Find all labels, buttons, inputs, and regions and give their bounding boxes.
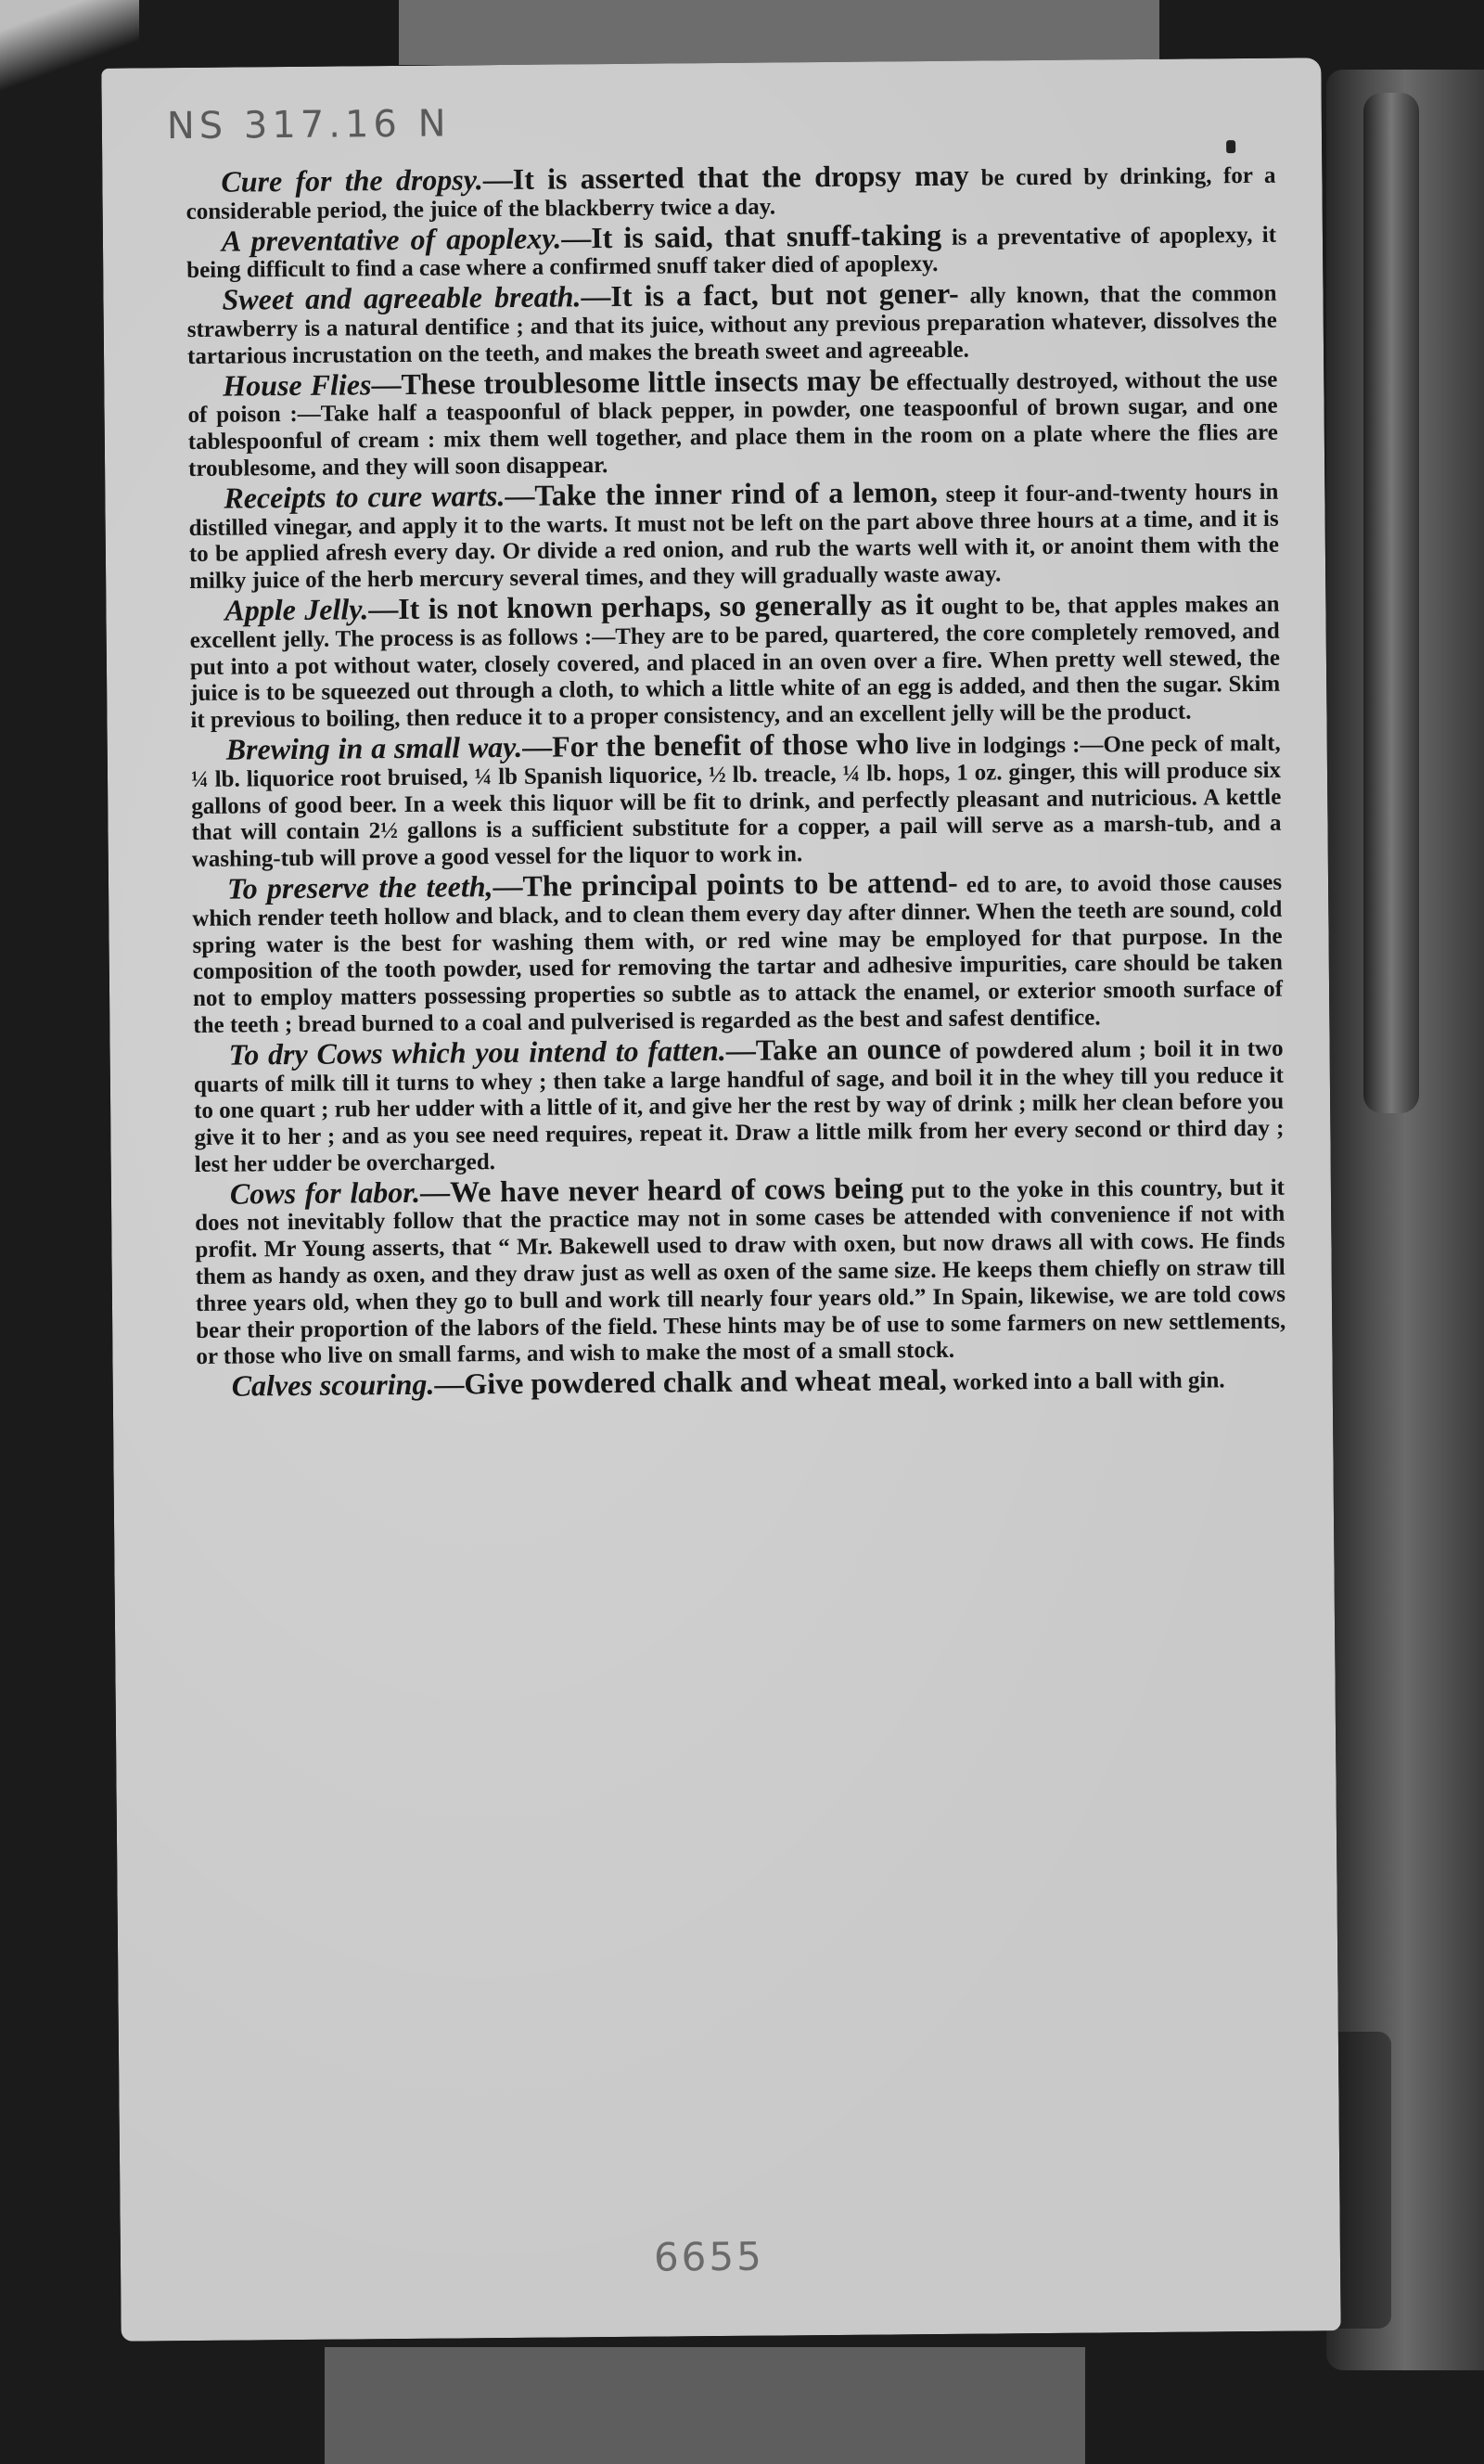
- entry-heading: To dry Cows which you intend to fatten.: [228, 1033, 726, 1072]
- entry-lead: —We have never heard of cows being: [419, 1170, 904, 1209]
- entry-heading: Receipts to cure warts.: [224, 478, 505, 515]
- entry-lead: —Take an ounce: [725, 1031, 941, 1067]
- entry-heading: Brewing in a small way.: [225, 729, 523, 766]
- entry-heading: A preventative of apoplexy.: [221, 221, 562, 258]
- entry-dropsy: [186, 160, 1275, 225]
- entry-text: of powdered alum ; boil it in two quarts of milk till it turns to whey ; then take a large handful of sage, and boil it in the whey till you reduce it to one quart ; rub her udder with a little of it, and give her the rest by way of drink ; milk her clean before you give it to her ; and as you see need requires, repeat it. Draw a little milk from her every second or third day ; lest her udder be overcharged.: [193, 1035, 1285, 1177]
- entry-text: ally known, that the common strawberry is a natural dentifice ; and that its juice, without any previous preparation whatever, dissolves the tartarious incrustation on the teeth, and makes the breath sweet and agreeable.: [186, 280, 1277, 369]
- entry-house-flies: [187, 364, 1278, 481]
- entry-apoplexy: [186, 219, 1276, 284]
- entry-text: is a preventative of apoplexy, it being difficult to find a case where a confirmed snuff taker died of apoplexy.: [186, 222, 1277, 284]
- handwritten-number: 6655: [653, 2233, 765, 2280]
- entry-dry-cows: [194, 1033, 1285, 1177]
- scanner-background-bottom: [325, 2347, 1085, 2464]
- entry-breath: [186, 278, 1277, 370]
- entry-lead: —These troublesome little insects may be: [371, 362, 900, 401]
- entry-lead: —It is asserted that the dropsy may: [482, 158, 969, 197]
- entry-heading: Calves scouring.: [231, 1367, 435, 1403]
- entry-heading: Sweet and agreeable breath.: [222, 279, 582, 316]
- entry-lead: —It is not known perhaps, so generally as it: [368, 586, 934, 626]
- entry-text: effectually destroyed, without the use of poison :—Take half a teaspoonful of black pepper, in powder, one teaspoonful of brown sugar, and one tablespoonful of cream : mix them well together, and place them in the room on a plate where the flies are troublesome, and they will soon disappear.: [187, 366, 1278, 481]
- entry-apple-jelly: [189, 586, 1281, 734]
- entry-text: ed to are, to avoid those causes which render teeth hollow and black, and to clean them every day after dinner. When the teeth are sound, cold spring water is the best for washing them with, or red wine may be employed for that purpose. In the composition of the tooth powder, used for removing the tartar and adhesive impurities, care should be taken not to employ matters possessing properties so subtle as to attack the enamel, or exterior smooth surface of the teeth ; bread burned to a coal and pulverised is regarded as the best and safest dentifice.: [192, 869, 1284, 1038]
- entry-lead: —Take the inner rind of a lemon,: [505, 474, 939, 512]
- entry-text: steep it four-and-twenty hours in distilled vinegar, and apply it to the warts. It must not be left on the part above three hours at a time, and it is to be applied afresh every day. Or divide a red onion, and rub the warts well with it, or anoint them with the milky juice of the herb mercury several times, and they will gradually waste away.: [188, 479, 1279, 595]
- entry-brewing: [191, 728, 1282, 873]
- entry-text: live in lodgings :—One peck of malt, ¼ lb. liquorice root bruised, ¼ lb Spanish liquorice, ½ lb. treacle, ¼ lb. hops, 1 oz. ginger, this will produce six gallons of good beer. In a week this liquor will be fit to drink, and perfectly pleasant and nutricious. A kettle that will contain 2½ gallons is a sufficient substitute for a copper, a pail will serve as a marsh-tub, and a washing-tub will prove a good vessel for the liquor to work in.: [190, 730, 1282, 873]
- entry-lead: —Give powdered chalk and wheat meal,: [434, 1363, 947, 1401]
- entry-heading: To preserve the teeth,: [226, 869, 493, 905]
- entry-text: be cured by drinking, for a considerable period, the juice of the blackberry twice a day.: [186, 162, 1276, 225]
- recipe-text-block: [186, 160, 1286, 1406]
- entry-text: worked into a ball with gin.: [953, 1367, 1225, 1396]
- entry-text: put to the yoke in this country, but it does not inevitably follow that the practice may not in some cases be attended with convenience if not with profit. Mr Young asserts, that “ Mr. Bakewell used to draw with oxen, but now draws all with cows. He finds them as handy as oxen, and they draw just as well as oxen of the same size. He keeps them chiefly on straw till three years old, when they go to bull and work till nearly four years old.” In Spain, likewise, we are told cows bear their proportion of the labors of the field. These hints may be of use to some farmers on new settlements, or those who live on small farms, and wish to make the most of a small stock.: [195, 1174, 1286, 1370]
- shelfmark: NS 317.16 N: [166, 102, 451, 148]
- entry-text: ought to be, that apples makes an excellent jelly. The process is as follows :—They are to be pared, quartered, the core completely removed, and put into a pot without water, closely covered, and placed in an oven over a fire. When pretty well stewed, the juice is to be squeezed out through a cloth, to which a little white of an egg is added, and then the sugar. Skim it previous to boiling, then reduce it to a proper consistency, and an excellent jelly will be the product.: [189, 591, 1281, 734]
- entry-lead: —It is said, that snuff-taking: [561, 217, 942, 255]
- entry-calves-scouring: [197, 1365, 1286, 1403]
- entry-heading: Cure for the dropsy.: [221, 162, 483, 199]
- entry-cows-labor: [195, 1172, 1286, 1370]
- ink-mark: [1226, 140, 1235, 153]
- scanner-background-top: [399, 0, 1159, 65]
- entry-heading: Cows for labor.: [229, 1174, 421, 1211]
- entry-warts: [188, 476, 1279, 594]
- entry-lead: —The principal points to be attend-: [493, 865, 958, 904]
- entry-teeth: [192, 867, 1283, 1039]
- entry-heading: House Flies: [223, 366, 372, 403]
- entry-lead: —For the benefit of those who: [522, 726, 910, 764]
- document-page: [101, 58, 1340, 2341]
- book-spine-edge: [1363, 93, 1419, 1113]
- entry-heading: Apple Jelly.: [224, 592, 369, 627]
- entry-lead: —It is a fact, but not gener-: [581, 276, 959, 314]
